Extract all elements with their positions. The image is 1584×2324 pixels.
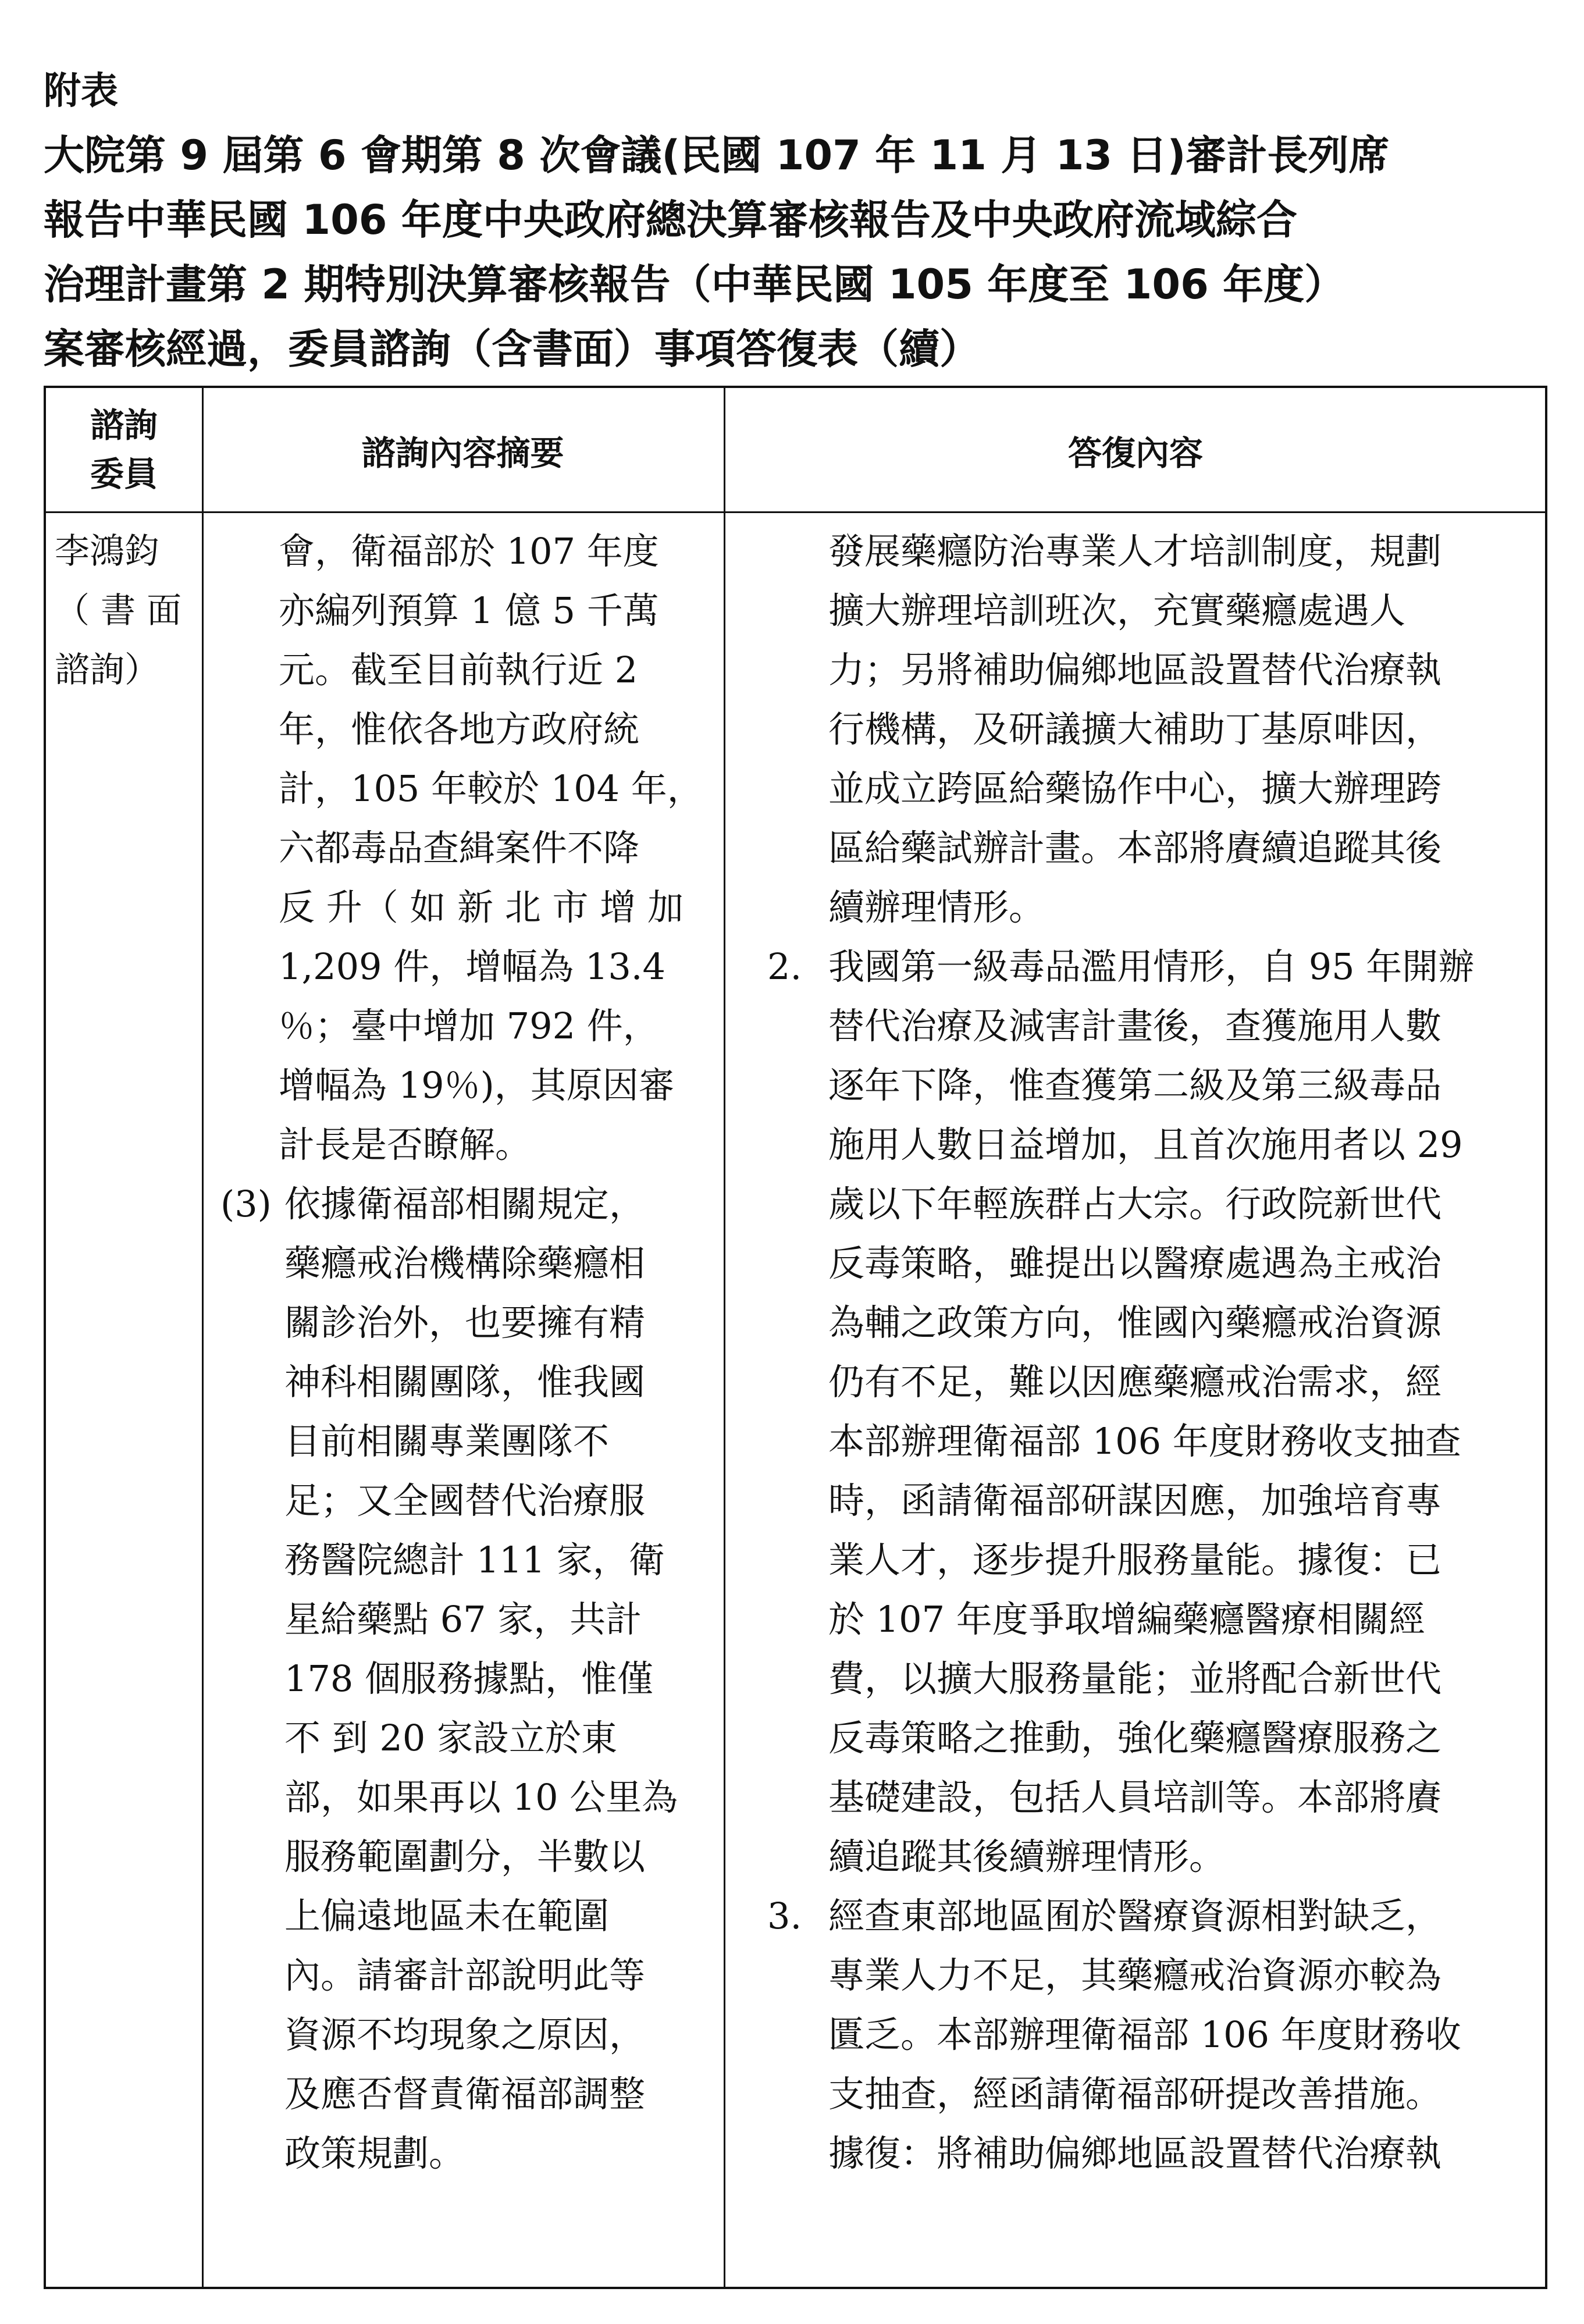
- answer-line: 續辦理情形。: [828, 886, 1045, 928]
- answer-item2-marker: 2.: [767, 945, 802, 988]
- answer-line: 逐年下降，惟查獲第二級及第三級毒品: [828, 1064, 1442, 1106]
- answer-line: 行機構，及研議擴大補助丁基原啡因，: [828, 708, 1442, 750]
- answer-line: 於 107 年度爭取增編藥癮醫療相關經: [828, 1598, 1425, 1640]
- question-line: 部，如果再以 10 公里為: [284, 1776, 678, 1818]
- answer-item2: [767, 937, 1541, 1887]
- question-item3-marker: (3): [220, 1183, 272, 1225]
- member-cell: [55, 522, 200, 700]
- header-member-line1: 諮詢: [90, 405, 158, 445]
- answer-line: 反毒策略之推動，強化藥癮醫療服務之: [828, 1717, 1442, 1759]
- answer-line: 發展藥癮防治專業人才培訓制度，規劃: [828, 530, 1442, 572]
- answer-line: 費，以擴大服務量能；並將配合新世代: [828, 1657, 1442, 1700]
- question-line: 目前相關專業團隊不: [284, 1420, 610, 1462]
- answer-line: 據復：將補助偏鄉地區設置替代治療執: [828, 2132, 1442, 2174]
- answer-line: 基礎建設，包括人員培訓等。本部將賡: [828, 1776, 1442, 1818]
- reply-table: [44, 386, 1547, 2289]
- answer-line-text: 我國第一級毒品濫用情形，自 95 年開辦: [828, 945, 1475, 988]
- answer-line: 業人才，逐步提升服務量能。據復：已: [828, 1539, 1442, 1581]
- question-item3: [220, 1175, 756, 2183]
- answer-line: 歲以下年輕族群占大宗。行政院新世代: [828, 1183, 1442, 1225]
- answer-line: 續追蹤其後續辦理情形。: [828, 1835, 1226, 1878]
- header-member-line2: 委員: [90, 454, 158, 494]
- answer-line: [767, 1887, 1541, 1946]
- question-line: 星給藥點 67 家，共計: [284, 1598, 642, 1640]
- answer-line: 力；另將補助偏鄉地區設置替代治療執: [828, 649, 1442, 691]
- column-divider-1: [202, 388, 204, 2287]
- question-line: 藥癮戒治機構除藥癮相: [284, 1242, 646, 1284]
- member-name: 李鴻鈞: [55, 531, 159, 572]
- title-line-1: 大院第 9 屆第 6 會期第 8 次會議(民國 107 年 11 月 13 日)審計長列席: [44, 131, 1390, 179]
- appendix-label: 附表: [44, 70, 118, 113]
- question-line: 服務範圍劃分，半數以: [284, 1835, 646, 1878]
- question-line: 六都毒品查緝案件不降: [279, 827, 640, 869]
- question-line: ％；臺中增加 792 件，: [279, 1005, 659, 1047]
- answer-line: 替代治療及減害計畫後，查獲施用人數: [828, 1005, 1442, 1047]
- answer-line: 支抽查，經函請衛福部研提改善措施。: [828, 2073, 1442, 2115]
- answer-line: 專業人力不足，其藥癮戒治資源亦較為: [828, 1954, 1442, 1996]
- question-line-text: 依據衛福部相關規定，: [284, 1183, 646, 1225]
- answer-line: 施用人數日益增加，且首次施用者以 29: [828, 1123, 1463, 1166]
- question-line: 178 個服務據點，惟僅: [284, 1657, 654, 1700]
- answer-line: 並成立跨區給藥協作中心，擴大辦理跨: [828, 767, 1442, 810]
- question-line: 元。截至目前執行近 2: [279, 649, 638, 691]
- header-member: [46, 401, 202, 499]
- question-line: 增幅為 19％)，其原因審: [279, 1064, 675, 1106]
- question-item2-cont: [220, 522, 756, 1175]
- answer-item3-marker: 3.: [767, 1895, 802, 1937]
- question-line: 年，惟依各地方政府統: [279, 708, 640, 750]
- question-line: 會，衛福部於 107 年度: [279, 530, 659, 572]
- answer-line: 本部辦理衛福部 106 年度財務收支抽查: [828, 1420, 1461, 1462]
- answer-line-text: 經查東部地區囿於醫療資源相對缺乏，: [828, 1895, 1442, 1937]
- question-line: 神科相關團隊，惟我國: [284, 1361, 646, 1403]
- question-line: 計，105 年較於 104 年，: [279, 767, 703, 810]
- question-line: 關診治外，也要擁有精: [284, 1301, 646, 1344]
- answer-line: 擴大辦理培訓班次，充實藥癮處遇人: [828, 589, 1406, 632]
- question-line: 計長是否瞭解。: [279, 1123, 532, 1166]
- question-line: 及應否督責衛福部調整: [284, 2073, 646, 2115]
- answer-line: 為輔之政策方向，惟國內藥癮戒治資源: [828, 1301, 1442, 1344]
- header-answer: 答復內容: [1067, 433, 1203, 473]
- question-line: 足；又全國替代治療服: [284, 1479, 646, 1522]
- answer-item3: [767, 1887, 1541, 2183]
- header-divider: [46, 511, 1545, 513]
- question-line: 亦編列預算 1 億 5 千萬: [279, 589, 659, 632]
- answer-line: [767, 937, 1541, 996]
- question-line: 反 升（ 如 新 北 市 增 加: [279, 886, 684, 928]
- question-line: 上偏遠地區未在範圍: [284, 1895, 610, 1937]
- question-cell: [220, 522, 756, 2183]
- answer-line: 仍有不足，難以因應藥癮戒治需求，經: [828, 1361, 1442, 1403]
- answer-cell: [767, 522, 1541, 2183]
- question-line: [220, 1175, 756, 1234]
- question-line: 政策規劃。: [284, 2132, 465, 2174]
- title-line-3: 治理計畫第 2 期特別決算審核報告（中華民國 105 年度至 106 年度）: [44, 261, 1345, 308]
- question-line: 務醫院總計 111 家，衛: [284, 1539, 665, 1581]
- answer-line: 時，函請衛福部研謀因應，加強培育專: [828, 1479, 1442, 1522]
- answer-line: 反毒策略，雖提出以醫療處遇為主戒治: [828, 1242, 1442, 1284]
- member-note-1: （ 書 面: [55, 590, 182, 631]
- question-line: 1,209 件，增幅為 13.4: [279, 945, 665, 988]
- header-question: 諮詢內容摘要: [361, 433, 564, 473]
- answer-line: 區給藥試辦計畫。本部將賡續追蹤其後: [828, 827, 1442, 869]
- question-line: 資源不均現象之原因，: [284, 2013, 646, 2056]
- answer-line: 匱乏。本部辦理衛福部 106 年度財務收: [828, 2013, 1461, 2056]
- question-line: 內。請審計部說明此等: [284, 1954, 646, 1996]
- title-line-4: 案審核經過，委員諮詢（含書面）事項答復表（續）: [44, 325, 980, 373]
- member-note-2: 諮詢）: [55, 650, 159, 691]
- question-line: 不 到 20 家設立於東: [284, 1717, 618, 1759]
- answer-item1-cont: [767, 522, 1541, 937]
- title-line-2: 報告中華民國 106 年度中央政府總決算審核報告及中央政府流域綜合: [44, 196, 1297, 244]
